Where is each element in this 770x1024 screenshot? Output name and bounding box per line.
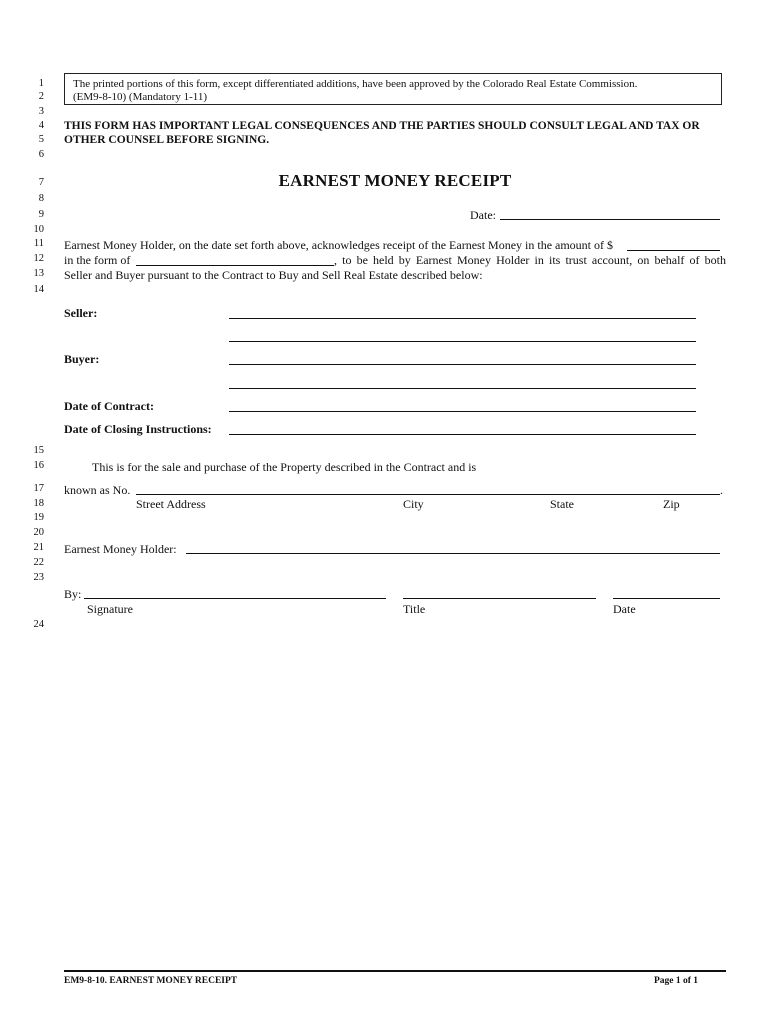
date-caption: Date <box>613 602 636 616</box>
holder-label: Earnest Money Holder: <box>64 542 177 556</box>
line-number: 14 <box>33 284 44 295</box>
footer-form-id: EM9-8-10. EARNEST MONEY RECEIPT <box>64 976 238 986</box>
zip-caption: Zip <box>663 497 680 511</box>
line-number: 8 <box>38 193 44 204</box>
receipt-text: Earnest Money Holder, on the date set forth above, acknowledges receipt of the Earnest Money in the amount of $ <box>64 238 614 252</box>
footer-divider <box>64 970 726 972</box>
signature-date-field[interactable] <box>613 598 720 599</box>
line-number: 11 <box>33 238 44 249</box>
line-number: 6 <box>38 149 44 160</box>
line-number: 24 <box>33 619 44 630</box>
date-field[interactable] <box>500 219 720 220</box>
form-version-line: (EM9-8-10) (Mandatory 1-11) <box>73 91 207 103</box>
by-label: By: <box>64 587 82 601</box>
contract-date-label: Date of Contract: <box>64 399 154 413</box>
street-address-caption: Street Address <box>136 497 206 511</box>
seller-field[interactable] <box>229 318 696 319</box>
line-number: 5 <box>38 134 44 145</box>
receipt-text: , to be held by Earnest Money Holder in its trust account, on behalf of both <box>334 253 726 267</box>
line-number: 19 <box>33 512 44 523</box>
receipt-text: Seller and Buyer pursuant to the Contract to Buy and Sell Real Estate described below: <box>64 268 483 282</box>
date-label: Date: <box>470 208 496 222</box>
contract-date-field[interactable] <box>229 411 696 412</box>
line-number: 1 <box>38 78 44 89</box>
line-number: 22 <box>33 557 44 568</box>
approval-notice-box <box>64 73 722 105</box>
buyer-field[interactable] <box>229 364 696 365</box>
seller-label: Seller: <box>64 306 98 320</box>
known-as-label: known as No. <box>64 483 131 497</box>
line-number: 20 <box>33 527 44 538</box>
line-number: 12 <box>33 253 44 264</box>
holder-field[interactable] <box>186 553 720 554</box>
line-number: 13 <box>33 268 44 279</box>
signer-title-field[interactable] <box>403 598 596 599</box>
amount-field[interactable] <box>627 250 720 251</box>
buyer-label: Buyer: <box>64 352 100 366</box>
page-title: EARNEST MONEY RECEIPT <box>278 171 512 190</box>
line-number: 4 <box>38 120 44 131</box>
footer-page-number: Page 1 of 1 <box>654 976 699 986</box>
line-number: 2 <box>38 91 44 102</box>
title-caption: Title <box>403 602 426 616</box>
legal-warning-line: THIS FORM HAS IMPORTANT LEGAL CONSEQUENCES AND THE PARTIES SHOULD CONSULT LEGAL AND TAX OR <box>64 120 700 132</box>
line-number: 18 <box>33 498 44 509</box>
line-number: 9 <box>38 209 44 220</box>
signature-caption: Signature <box>87 602 133 616</box>
line-number: 17 <box>33 483 44 494</box>
receipt-text: in the form of <box>64 253 131 267</box>
line-number: 21 <box>33 542 44 553</box>
property-intro: This is for the sale and purchase of the Property described in the Contract and is <box>92 460 477 474</box>
state-caption: State <box>550 497 574 511</box>
line-number: 15 <box>33 445 44 456</box>
signature-field[interactable] <box>84 598 386 599</box>
line-number: 7 <box>38 177 44 188</box>
address-period: . <box>720 483 723 497</box>
closing-instructions-field[interactable] <box>229 434 696 435</box>
line-number: 3 <box>38 106 44 117</box>
city-caption: City <box>403 497 424 511</box>
line-number: 23 <box>33 572 44 583</box>
line-number: 10 <box>33 224 44 235</box>
seller-field-2[interactable] <box>229 341 696 342</box>
approval-notice-line: The printed portions of this form, except differentiated additions, have been approved by the Colorado Real Estate Commission. <box>73 78 638 90</box>
buyer-field-2[interactable] <box>229 388 696 389</box>
line-number: 16 <box>33 460 44 471</box>
payment-form-field[interactable] <box>136 265 334 266</box>
property-address-field[interactable] <box>136 494 720 495</box>
closing-instructions-label: Date of Closing Instructions: <box>64 422 212 436</box>
legal-warning-line: OTHER COUNSEL BEFORE SIGNING. <box>64 134 270 146</box>
